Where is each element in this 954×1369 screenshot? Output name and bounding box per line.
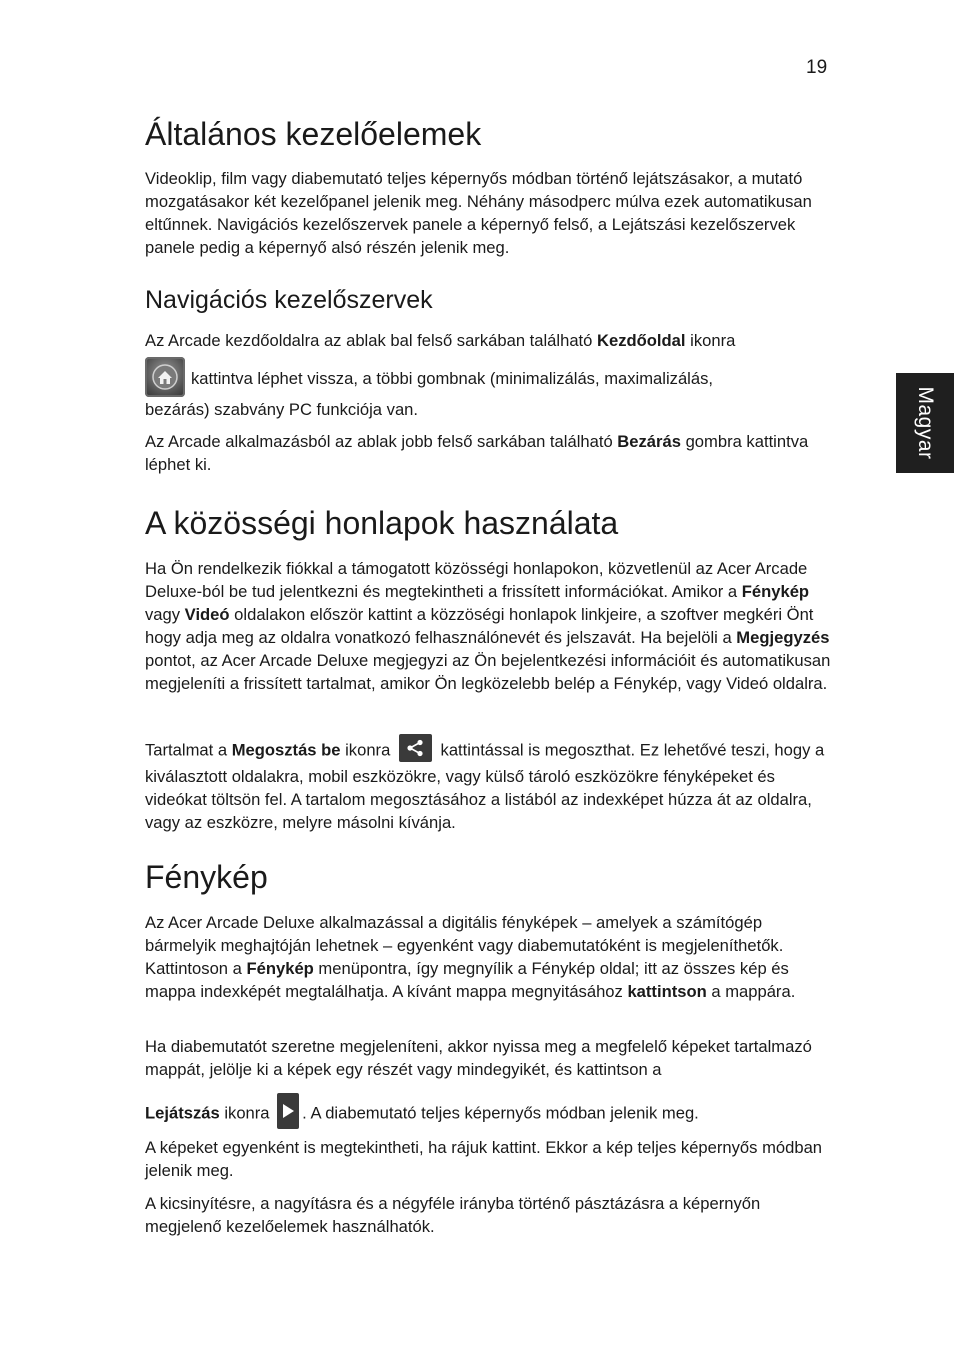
language-side-tab <box>896 373 954 473</box>
social-sites-paragraph-1: Ha Ön rendelkezik fiókkal a támogatott közösségi honlapokon, közvetlenül az Acer Arcade Deluxe-ból be tud jelentkezni és megtekintheti a frissített információkat. Amikor a Fénykép vagy Videó oldalakon először kattint a közzöségi honlapok linkjeire, a szoftver megkéri Önt hogy adja meg az oldalra vonatkozó felhasználónevét és jelszavát. Ha bejelöli a Megjegyzés pontot, az Acer Arcade Deluxe megjegyzi az Ön bejelentkezési információit és automatikusan megjeleníti a frissített tartalmat, amikor Ön legközelebb belép a Fénykép, vagy Videó oldalra. <box>145 559 831 693</box>
photo-paragraph-3: Lejátszás ikonra . A diabemutató teljes képernyős módban jelenik meg. <box>145 1096 835 1132</box>
side-tab-label: Magyar <box>914 386 937 460</box>
section-title-photo: Fénykép <box>145 859 268 895</box>
navigation-paragraph-1: Az Arcade kezdőoldalra az ablak bal felső sarkában található Kezdőoldal ikonra <box>145 331 736 350</box>
page-number: 19 <box>806 57 828 78</box>
section-title-general-controls: Általános kezelőelemek <box>145 116 482 152</box>
navigation-paragraph-3: Az Arcade alkalmazásból az ablak jobb felső sarkában található Bezárás gombra kattintva léphet ki. <box>145 432 809 474</box>
photo-paragraph-5: A kicsinyítésre, a nagyításra és a négyféle irányba történő pásztázásra a képernyőn megjelenő kezelőelemek használhatók. <box>145 1194 761 1236</box>
section-title-social-sites: A közösségi honlapok használata <box>145 505 619 541</box>
share-icon <box>399 734 432 762</box>
section-title-navigation-controls: Navigációs kezelőszervek <box>145 286 433 314</box>
play-icon <box>277 1093 299 1129</box>
general-controls-paragraph: Videoklip, film vagy diabemutató teljes képernyős módban történő lejátszásakor, a mutató mozgatásakor két kezelőpanel jelenik meg. Néhány másodperc múlva ezek automatikusan eltűnnek. Navigációs kezelőszervek panele a képernyő felső, a Lejátszási kezelőszervek panele pedig a képernyő alsó részén jelenik meg. <box>145 169 812 257</box>
navigation-paragraph-2b: bezárás) szabvány PC funkciója van. <box>145 400 419 419</box>
social-sites-paragraph-2: Tartalmat a Megosztás be ikonra kattintással is megoszthat. Ez lehetővé teszi, hogy a kiválasztott oldalakra, mobil eszközökre, vagy külső tároló eszközökre fényképeket és videókat töltsön fel. A tartalom megosztásához a listából az indexképet húzza át az oldalra, vagy az eszközre, melyre másolni kívánja. <box>145 737 835 834</box>
home-icon <box>145 357 185 397</box>
photo-paragraph-4: A képeket egyenként is megtekintheti, ha rájuk kattint. Ekkor a kép teljes képernyős módban jelenik meg. <box>145 1138 823 1180</box>
photo-paragraph-1: Az Acer Arcade Deluxe alkalmazással a digitális fényképek – amelyek a számítógép bármelyik meghajtóján lehetnek – egyenként vagy diabemutatóként is megjeleníthetők. Kattintoson a Fénykép menüpontra, így megnyílik a Fénykép oldal; itt az összes kép és mappa indexképét megtalálhatja. A kívánt mappa megnyitásához kattintson a mappára. <box>145 913 796 1001</box>
photo-paragraph-2: Ha diabemutatót szeretne megjeleníteni, akkor nyissa meg a megfelelő képeket tartalmazó mappát, jelölje ki a képek egy részét vagy mindegyikét, és kattintson a <box>145 1037 812 1079</box>
navigation-paragraph-2a: kattintva léphet vissza, a többi gombnak (minimalizálás, maximalizálás, <box>191 369 713 388</box>
